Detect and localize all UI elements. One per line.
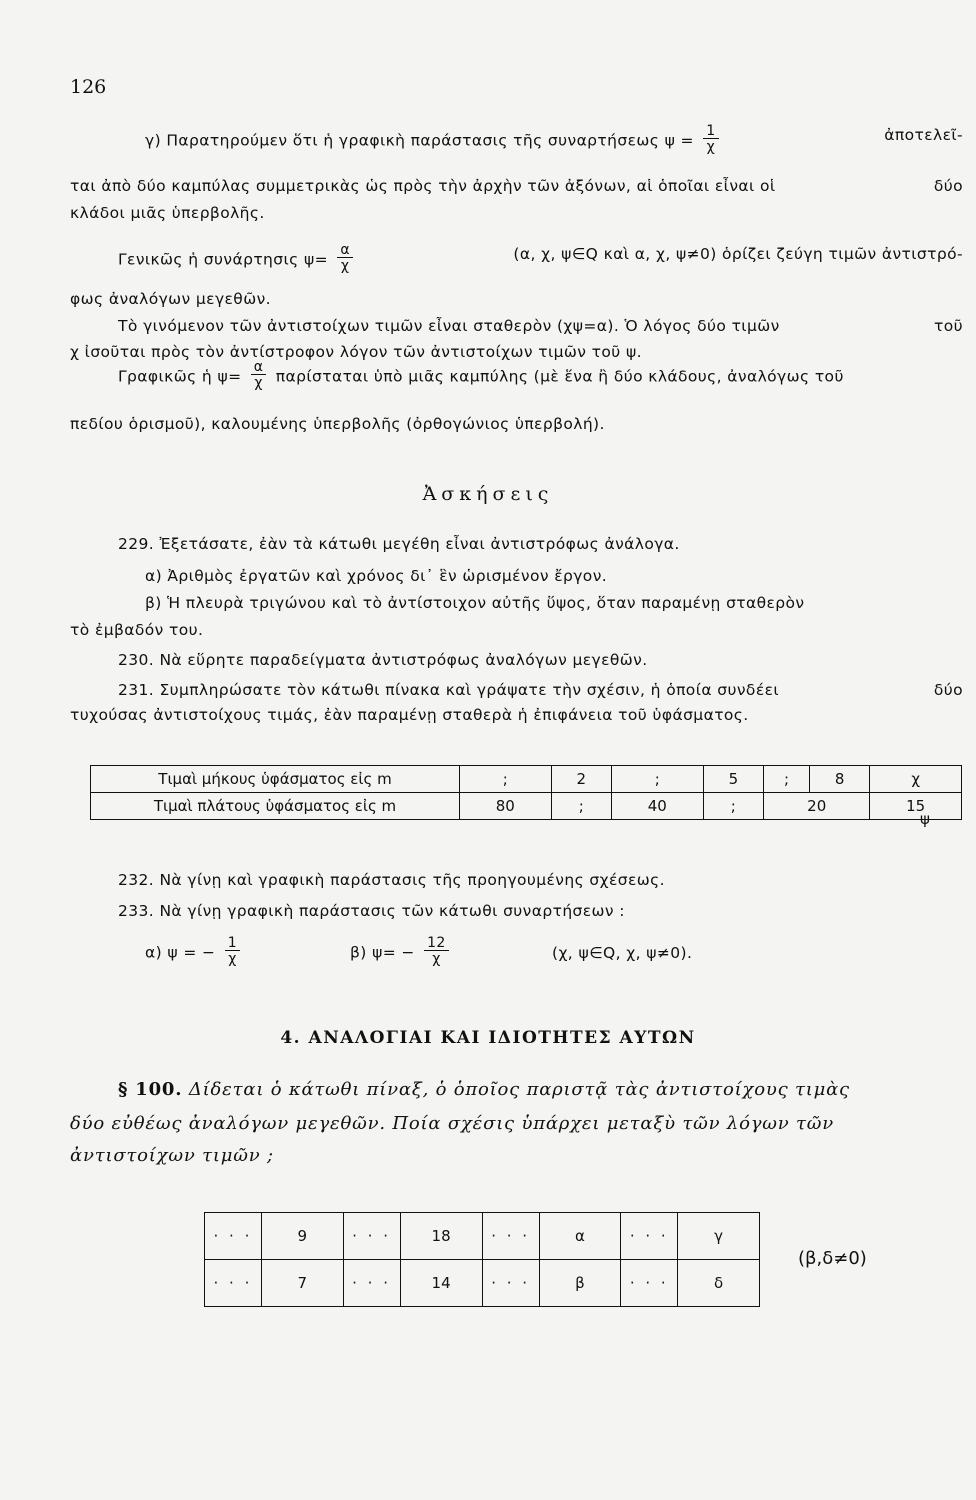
general-line-1: Γενικῶς ἡ συνάρτησις ψ= $\frac{\alpha}{\chi}$ (α, χ, ψ∈Q καὶ α, χ, ψ≠0) ὁρίζει ζεύγη τιμῶν ἀντιστρό- — [118, 242, 963, 274]
gamma-line-2: ται ἀπὸ δύο καμπύλας συμμετρικὰς ὡς πρὸς τὴν ἀρχὴν τῶν ἀξόνων, αἱ ὁποῖαι εἶναι οἱ δύο — [70, 177, 963, 195]
exercise-231-line-1: 231. Συμπληρώσατε τὸν κάτωθι πίνακα καὶ γράψατε τὴν σχέσιν, ἡ ὁποία συνδέει δύο — [118, 681, 963, 699]
table-cell: 5 — [703, 766, 763, 793]
table-cell: ; — [551, 793, 611, 820]
table-condition: (β,δ≠0) — [798, 1248, 867, 1269]
table-row — [205, 1260, 760, 1307]
page-number: 126 — [70, 76, 107, 98]
exercise-233-a: α) ψ = − $\frac{1}{\chi}$ — [145, 938, 244, 968]
exercise-233-b: β) ψ= − $\frac{12}{\chi}$ — [350, 938, 453, 968]
fraction-1-over-x: $\frac{1}{\chi}$ — [703, 124, 718, 154]
table-cell: · · · — [482, 1213, 539, 1260]
table-cell: 7 — [261, 1260, 343, 1307]
exercise-229-b-cont: τὸ ἐμβαδόν του. — [70, 621, 204, 639]
table-cell: 14 — [400, 1260, 482, 1307]
table-cell: γ — [678, 1213, 760, 1260]
fabric-table — [90, 765, 962, 820]
row-label: Τιμαὶ πλάτους ὑφάσματος εἰς m — [91, 793, 460, 820]
table-cell: 8 — [809, 766, 869, 793]
table-cell: · · · — [621, 1260, 678, 1307]
table-cell: ; — [764, 766, 810, 793]
table-row — [91, 766, 962, 793]
exercise-229: 229. Ἐξετάσατε, ἐὰν τὰ κάτωθι μεγέθη εἶναι ἀντιστρόφως ἀνάλογα. — [118, 535, 680, 553]
fraction-1-over-x-neg: $\frac{1}{\chi}$ — [225, 936, 240, 966]
table-cell: · · · — [621, 1213, 678, 1260]
table-cell: · · · — [205, 1260, 262, 1307]
exercise-232: 232. Νὰ γίνῃ καὶ γραφικὴ παράστασις τῆς προηγουμένης σχέσεως. — [118, 871, 665, 889]
table-row — [205, 1213, 760, 1260]
table-cell: 15 — [870, 793, 962, 820]
table-cell: ; — [612, 766, 704, 793]
general-line-4: χ ἰσοῦται πρὸς τὸν ἀντίστροφον λόγον τῶν ἀντιστοίχων τιμῶν τοῦ ψ. — [70, 343, 642, 361]
table-cell: 40 — [612, 793, 704, 820]
general-line-3: Τὸ γινόμενον τῶν ἀντιστοίχων τιμῶν εἶναι σταθερὸν (χψ=α). Ὁ λόγος δύο τιμῶν τοῦ — [118, 317, 963, 335]
table-cell: 80 — [460, 793, 552, 820]
fraction-a-over-x-2: $\frac{\alpha}{\chi}$ — [251, 360, 267, 390]
table-cell: · · · — [205, 1213, 262, 1260]
table-cell: χ — [870, 766, 962, 793]
graph-line-2: πεδίου ὁρισμοῦ), καλουμένης ὑπερβολῆς (ὀρθογώνιος ὑπερβολή). — [70, 415, 605, 433]
exercise-231-line-2: τυχούσας ἀντιστοίχους τιμάς, ἐὰν παραμένῃ σταθερὰ ἡ ἐπιφάνεια τοῦ ὑφάσματος. — [70, 706, 749, 724]
row-label: Τιμαὶ μήκους ὑφάσματος εἰς m — [91, 766, 460, 793]
exercise-229-a: α) Ἀριθμὸς ἐργατῶν καὶ χρόνος δι᾿ ἓν ὡρισμένον ἔργον. — [145, 567, 608, 585]
table-last-cell-psi: ψ — [920, 810, 931, 828]
paragraph-100-line-2: δύο εὐθέως ἀναλόγων μεγεθῶν. Ποία σχέσις ὑπάρχει μεταξὺ τῶν λόγων τῶν — [70, 1113, 834, 1134]
exercise-233: 233. Νὰ γίνῃ γραφικὴ παράστασις τῶν κάτωθι συναρτήσεων : — [118, 902, 625, 920]
table-cell: 20 — [764, 793, 870, 820]
general-line-2: φως ἀναλόγων μεγεθῶν. — [70, 290, 271, 308]
table-cell: · · · — [343, 1260, 400, 1307]
paragraph-100-line-1: § 100. Δίδεται ὁ κάτωθι πίναξ, ὁ ὁποῖος παριστᾷ τὰς ἀντιστοίχους τιμὰς — [118, 1079, 850, 1100]
table-cell: 2 — [551, 766, 611, 793]
table-cell: β — [539, 1260, 621, 1307]
table-cell: α — [539, 1213, 621, 1260]
gamma-line-3: κλάδοι μιᾶς ὑπερβολῆς. — [70, 204, 265, 222]
exercise-233-condition: (χ, ψ∈Q, χ, ψ≠0). — [552, 944, 693, 962]
section-title: 4. ΑΝΑΛΟΓΙΑΙ ΚΑΙ ΙΔΙΟΤΗΤΕΣ ΑΥΤΩΝ — [280, 1028, 696, 1048]
proportion-table — [204, 1212, 760, 1307]
fraction-a-over-x: $\frac{\alpha}{\chi}$ — [337, 243, 353, 273]
paragraph-100-line-3: ἀντιστοίχων τιμῶν ; — [70, 1145, 274, 1166]
exercise-230: 230. Νὰ εὕρητε παραδείγματα ἀντιστρόφως ἀναλόγων μεγεθῶν. — [118, 651, 648, 669]
table-cell: ; — [703, 793, 763, 820]
gamma-line-1: γ) Παρατηρούμεν ὅτι ἡ γραφικὴ παράστασις τῆς συναρτήσεως ψ = $\frac{1}{\chi}$ ἀποτελεῖ- — [145, 123, 963, 155]
table-cell: ; — [460, 766, 552, 793]
table-cell: 18 — [400, 1213, 482, 1260]
fraction-12-over-x-neg: $\frac{12}{\chi}$ — [424, 936, 449, 966]
graph-line-1: Γραφικῶς ἡ ψ= $\frac{\alpha}{\chi}$ παρίσταται ὑπὸ μιᾶς καμπύλης (μὲ ἕνα ἢ δύο κλάδους, ἀναλόγως τοῦ — [118, 359, 844, 391]
exercises-heading: Ἀσκήσεις — [422, 483, 554, 505]
table-row — [91, 793, 962, 820]
table-cell: 9 — [261, 1213, 343, 1260]
table-cell: · · · — [482, 1260, 539, 1307]
exercise-229-b: β) Ἡ πλευρὰ τριγώνου καὶ τὸ ἀντίστοιχον αὐτῆς ὕψος, ὅταν παραμένῃ σταθερὸν — [145, 594, 805, 612]
table-cell: · · · — [343, 1213, 400, 1260]
table-cell: δ — [678, 1260, 760, 1307]
